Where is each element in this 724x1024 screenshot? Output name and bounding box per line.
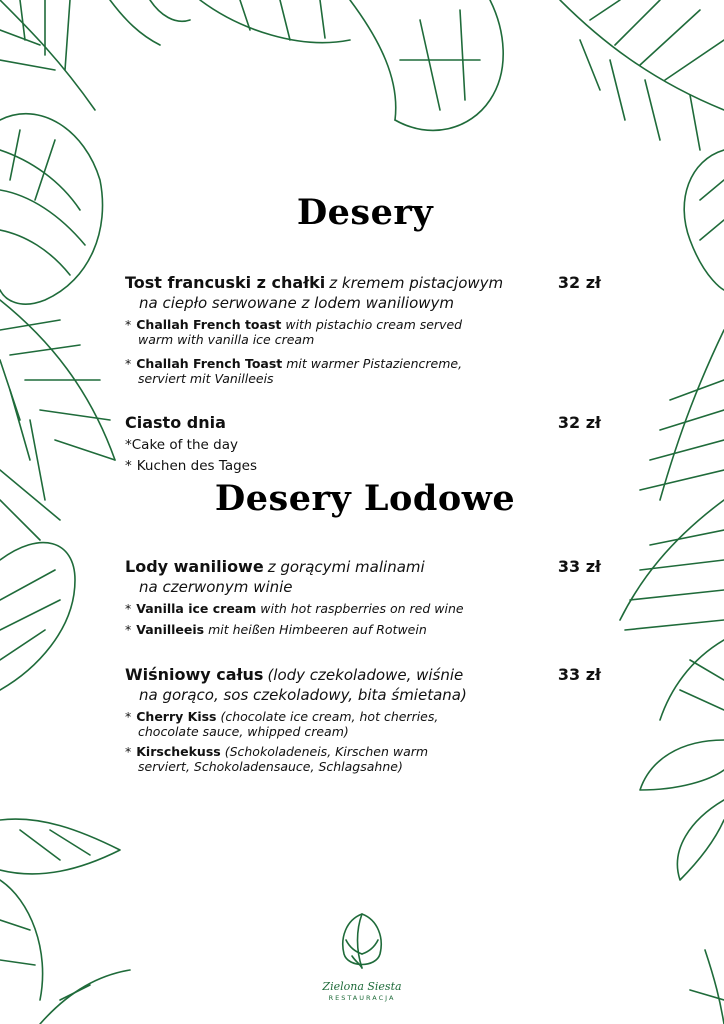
item-name-en: Cake of the day [131, 437, 238, 453]
item-price: 33 zł [557, 665, 601, 684]
logo-name: Zielona Siesta [322, 980, 402, 993]
item-name: Tost francuski z chałki [125, 273, 326, 292]
translation-de: * Kirschekuss (Schokoladeneis, Kirschen warm serviert, Schokoladensauce, Schlagsahne) [125, 744, 605, 774]
item-name-en: Cherry Kiss [136, 709, 217, 724]
item-description-de: mit warmer Pistaziencreme, [286, 356, 463, 371]
item-name-de: Kuchen des Tages [136, 458, 258, 474]
item-description: z kremem pistacjowym [329, 274, 504, 292]
menu-item-tost-francuski [125, 272, 605, 386]
translation-de: * Challah French Toast mit warmer Pistaziencreme, serviert mit Vanilleeis [125, 356, 605, 386]
item-description-de: mit heißen Himbeeren auf Rotwein [208, 622, 427, 637]
item-description-en-cont: warm with vanilla ice cream [138, 332, 315, 347]
menu-item-ciasto-dnia [125, 412, 605, 476]
restaurant-logo [312, 910, 412, 1002]
item-description: z gorącymi malinami [267, 558, 425, 576]
item-price: 32 zł [557, 413, 601, 432]
item-description-cont: na ciepło serwowane z lodem waniliowym [139, 294, 455, 312]
item-description-en: (chocolate ice cream, hot cherries, [220, 709, 439, 724]
item-description-cont: na gorąco, sos czekoladowy, bita śmietana) [139, 686, 467, 704]
item-name: Wiśniowy całus [125, 665, 264, 684]
translation-en: *Cake of the day [125, 437, 238, 453]
item-name-de: Challah French Toast [136, 356, 283, 371]
item-description-de-cont: serviert mit Vanilleeis [138, 371, 274, 386]
item-price: 33 zł [557, 557, 601, 576]
menu-item-wisniowy-calus [125, 664, 605, 774]
item-description-de: (Schokoladeneis, Kirschen warm [224, 744, 429, 759]
item-description: (lody czekoladowe, wiśnie [267, 666, 464, 684]
item-description-cont: na czerwonym winie [139, 578, 293, 596]
item-name: Lody waniliowe [125, 557, 264, 576]
section-title-desery-lodowe: Desery Lodowe [214, 478, 516, 519]
item-name-de: Vanilleeis [136, 622, 205, 637]
leaf-logo-icon [334, 910, 390, 974]
item-name-en: Challah French toast [136, 317, 282, 332]
item-description-en: with hot raspberries on red wine [260, 601, 464, 616]
logo-subtitle: RESTAURACJA [328, 994, 396, 1002]
translation-en: * Challah French toast with pistachio cream served warm with vanilla ice cream [125, 317, 605, 347]
item-description-en-cont: chocolate sauce, whipped cream) [138, 724, 349, 739]
item-name: Ciasto dnia [125, 413, 226, 432]
translation-en: * Cherry Kiss (chocolate ice cream, hot cherries, chocolate sauce, whipped cream) [125, 709, 605, 739]
item-price: 32 zł [557, 273, 601, 292]
translation-de: * Vanilleeis mit heißen Himbeeren auf Rotwein [125, 622, 427, 637]
translation-de: * Kuchen des Tages [125, 458, 258, 474]
translation-en: * Vanilla ice cream with hot raspberries on red wine [125, 601, 464, 616]
item-name-de: Kirschekuss [136, 744, 221, 759]
menu-item-lody-waniliowe [125, 556, 605, 637]
item-description-de-cont: serviert, Schokoladensauce, Schlagsahne) [138, 759, 403, 774]
section-title-desery: Desery [296, 192, 434, 233]
item-description-en: with pistachio cream served [285, 317, 463, 332]
item-name-en: Vanilla ice cream [136, 601, 257, 616]
